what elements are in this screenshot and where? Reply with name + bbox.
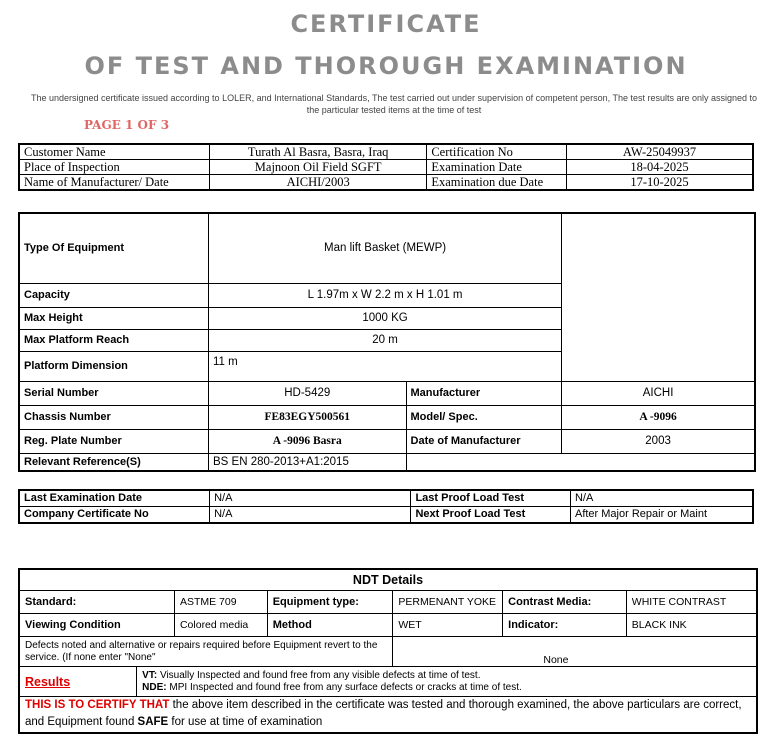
manufacturer-date-value: AICHI/2003 <box>210 175 427 191</box>
reg-plate-label: Reg. Plate Number <box>19 429 208 453</box>
due-date-value: 17-10-2025 <box>567 175 753 191</box>
chassis-value: FE83EGY500561 <box>208 405 406 429</box>
standard-value: ASTME 709 <box>174 591 267 614</box>
next-proof-value: After Major Repair or Maint <box>570 507 753 524</box>
table-row <box>19 160 753 175</box>
contrast-label: Contrast Media: <box>503 591 627 614</box>
table-row <box>19 637 757 667</box>
table-row <box>19 381 755 405</box>
place-value: Majnoon Oil Field SGFT <box>210 160 427 175</box>
indicator-label: Indicator: <box>503 614 627 637</box>
next-proof-label: Next Proof Load Test <box>411 507 571 524</box>
table-row <box>19 507 753 524</box>
equipment-photo-area <box>562 213 755 381</box>
capacity-value: L 1.97m x W 2.2 m x H 1.01 m <box>208 283 561 307</box>
blank-cell <box>406 453 562 471</box>
results-label: Results <box>19 667 137 697</box>
last-exam-table <box>18 489 754 524</box>
serial-label: Serial Number <box>19 381 208 405</box>
table-row <box>19 175 753 191</box>
equipment-table <box>18 212 756 472</box>
defects-value: None <box>393 637 757 667</box>
model-value: A -9096 <box>562 405 755 429</box>
table-row <box>19 429 755 453</box>
table-row <box>19 490 753 507</box>
defects-label: Defects noted and alternative or repairs required before Equipment revert to the service. (If none enter "None" <box>19 637 393 667</box>
certificate-title: CERTIFICATE <box>290 10 482 38</box>
last-proof-label: Last Proof Load Test <box>411 490 571 507</box>
model-label: Model/ Spec. <box>406 405 562 429</box>
chassis-label: Chassis Number <box>19 405 208 429</box>
customer-name-value: Turath Al Basra, Basra, Iraq <box>210 144 427 160</box>
results-details <box>137 667 757 697</box>
max-height-label: Max Height <box>19 307 208 329</box>
table-row <box>19 614 757 637</box>
manufacturer-value: AICHI <box>562 381 755 405</box>
max-height-value: 1000 KG <box>208 307 561 329</box>
method-label: Method <box>267 614 393 637</box>
table-row <box>19 569 757 591</box>
viewing-value: Colored media <box>174 614 267 637</box>
max-reach-label: Max Platform Reach <box>19 329 208 351</box>
nde-line: NDE: MPI Inspected and found free from any surface defects or cracks at time of test. <box>142 681 522 693</box>
capacity-label: Capacity <box>19 283 208 307</box>
vt-line: VT: Visually Inspected and found free from any visible defects at time of test. <box>142 669 481 681</box>
table-row <box>19 453 755 471</box>
date-manufacture-label: Date of Manufacturer <box>406 429 562 453</box>
reg-plate-value: A -9096 Basra <box>208 429 406 453</box>
certificate-statement: The undersigned certificate issued according to LOLER, and International Standards, The test carried out under supervision of competent person, The test results are only assigned to the particular tested items at the time of test <box>30 93 758 115</box>
exam-date-value: 18-04-2025 <box>567 160 753 175</box>
page-indicator: PAGE 1 OF 3 <box>84 118 170 132</box>
table-row <box>19 405 755 429</box>
viewing-label: Viewing Condition <box>19 614 174 637</box>
customer-name-label: Customer Name <box>19 144 210 160</box>
customer-info-table <box>18 143 754 191</box>
exam-date-label: Examination Date <box>427 160 567 175</box>
cert-no-value: AW-25049937 <box>567 144 753 160</box>
certify-statement: THIS IS TO CERTIFY THAT the above item described in the certificate was tested and thorough examined, the above particulars are correct, and Equipment found SAFE for use at time of examination <box>19 697 757 733</box>
serial-value: HD-5429 <box>208 381 406 405</box>
ndt-table <box>18 568 758 734</box>
equip-type-label: Equipment type: <box>267 591 393 614</box>
table-row <box>19 144 753 160</box>
standard-label: Standard: <box>19 591 174 614</box>
platform-dim-label: Platform Dimension <box>19 351 208 381</box>
company-cert-value: N/A <box>210 507 411 524</box>
ndt-title: NDT Details <box>19 569 757 591</box>
certificate-subtitle-title: OF TEST AND THOROUGH EXAMINATION <box>84 52 688 80</box>
table-row <box>19 213 755 283</box>
platform-dim-value: 11 m <box>208 351 561 381</box>
reference-value: BS EN 280-2013+A1:2015 <box>208 453 406 471</box>
last-exam-value: N/A <box>210 490 411 507</box>
last-proof-value: N/A <box>570 490 753 507</box>
due-date-label: Examination due Date <box>427 175 567 191</box>
last-exam-label: Last Examination Date <box>19 490 210 507</box>
manufacturer-date-label: Name of Manufacturer/ Date <box>19 175 210 191</box>
indicator-value: BLACK INK <box>626 614 757 637</box>
contrast-value: WHITE CONTRAST <box>626 591 757 614</box>
type-label: Type Of Equipment <box>19 213 208 283</box>
place-label: Place of Inspection <box>19 160 210 175</box>
type-value: Man lift Basket (MEWP) <box>208 213 561 283</box>
max-reach-value: 20 m <box>208 329 561 351</box>
reference-label: Relevant Reference(S) <box>19 453 208 471</box>
method-value: WET <box>393 614 503 637</box>
table-row <box>19 697 757 733</box>
equip-type-value: PERMENANT YOKE <box>393 591 503 614</box>
manufacturer-label: Manufacturer <box>406 381 562 405</box>
company-cert-label: Company Certificate No <box>19 507 210 524</box>
cert-no-label: Certification No <box>427 144 567 160</box>
blank-cell <box>562 453 755 471</box>
date-manufacture-value: 2003 <box>562 429 755 453</box>
table-row <box>19 591 757 614</box>
table-row <box>19 667 757 697</box>
